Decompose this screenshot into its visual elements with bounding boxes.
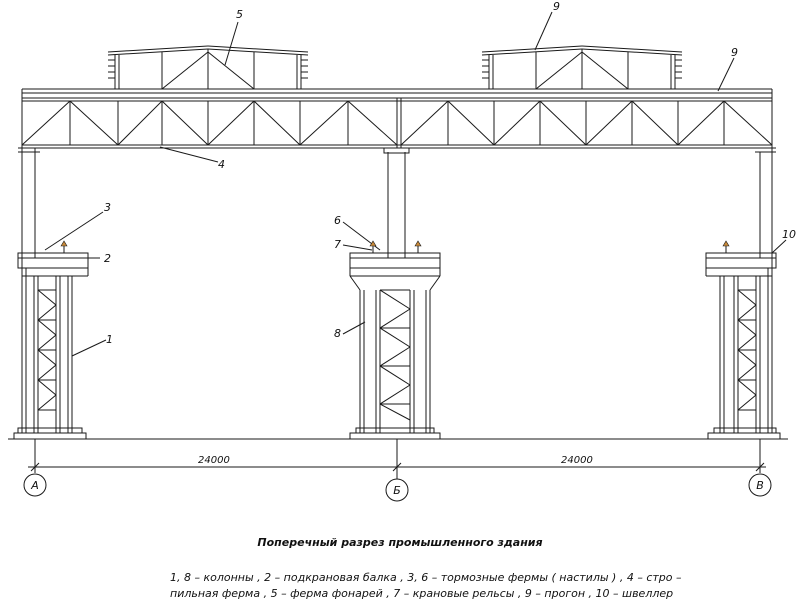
crane-girder-a bbox=[18, 245, 88, 268]
lower-column-v bbox=[706, 268, 780, 439]
axis-lines bbox=[35, 439, 760, 479]
callout-9-right: 9 bbox=[731, 46, 738, 59]
axis-labels bbox=[30, 479, 764, 497]
axis-label-a: А bbox=[31, 479, 39, 492]
callout-7: 7 bbox=[334, 238, 341, 251]
callout-2: 2 bbox=[104, 252, 111, 265]
skylight-truss-left bbox=[108, 46, 308, 89]
legend-line-1: 1, 8 – колонны , 2 – подкрановая балка , 3, 6 – тормозные фермы ( настилы ) , 4 – стро – bbox=[170, 571, 682, 584]
axis-label-b: Б bbox=[393, 484, 401, 497]
structure-lines bbox=[8, 12, 788, 501]
upper-column-b bbox=[384, 148, 409, 258]
crane-rails bbox=[61, 241, 729, 246]
lower-column-b bbox=[350, 268, 440, 439]
upper-column-a bbox=[18, 100, 40, 268]
axis-label-v: В bbox=[756, 479, 764, 492]
callout-8: 8 bbox=[334, 327, 341, 340]
drawing-title: Поперечный разрез промышленного здания bbox=[257, 536, 543, 549]
callout-5: 5 bbox=[236, 8, 243, 21]
dimension-labels bbox=[198, 455, 593, 466]
callout-1: 1 bbox=[106, 333, 113, 346]
callout-9-top: 9 bbox=[553, 0, 560, 13]
rafter-truss bbox=[22, 98, 772, 148]
callout-4: 4 bbox=[218, 158, 225, 171]
crane-girder-v bbox=[706, 245, 776, 268]
legend-line-2: пильная ферма , 5 – ферма фонарей , 7 – крановые рельсы , 9 – прогон , 10 – швеллер bbox=[170, 587, 674, 600]
upper-column-v bbox=[755, 100, 776, 268]
callout-10: 10 bbox=[782, 228, 796, 241]
callout-3: 3 bbox=[104, 201, 111, 214]
callout-6: 6 bbox=[334, 214, 341, 227]
skylight-truss-right bbox=[482, 46, 682, 89]
dimension-span-bv: 24000 bbox=[561, 455, 593, 466]
dimension-span-ab: 24000 bbox=[198, 455, 230, 466]
